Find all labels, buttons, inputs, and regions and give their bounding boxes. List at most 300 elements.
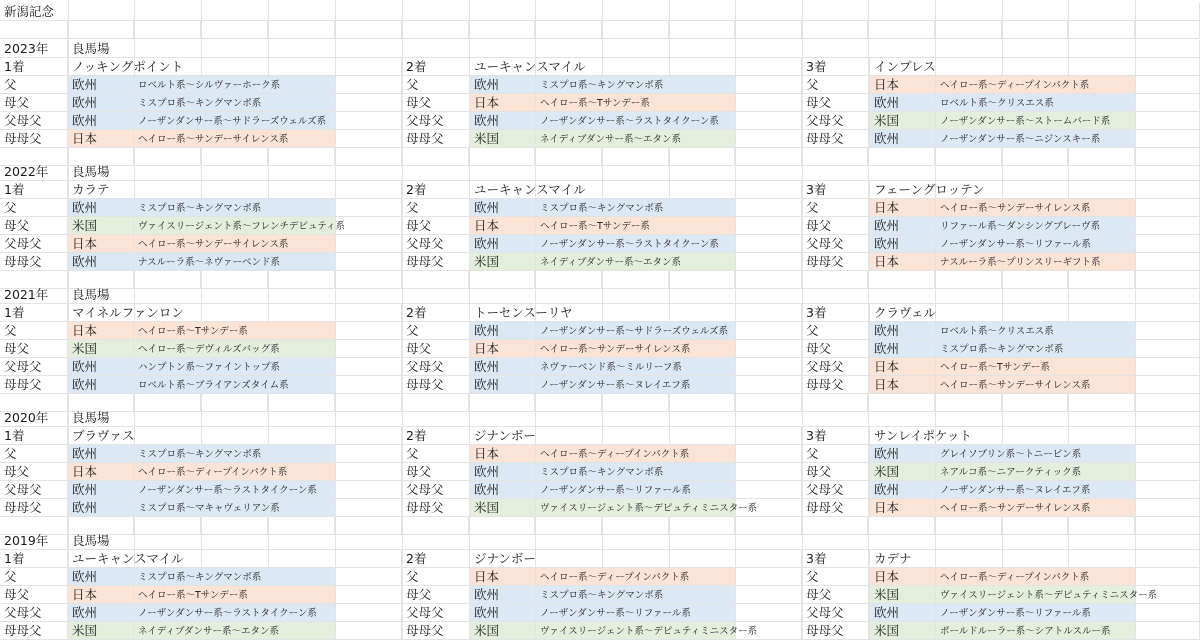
sire-line-cell[interactable] bbox=[936, 253, 1200, 271]
track-cell[interactable] bbox=[68, 409, 1200, 427]
horse-cell[interactable] bbox=[470, 58, 802, 76]
sire-line: ノーザンダンサー系～ストームバード系 bbox=[940, 116, 1111, 127]
sire-line: ノーザンダンサー系～ニジンスキー系 bbox=[940, 134, 1101, 145]
pedigree-role: 母父 bbox=[406, 464, 432, 479]
sheet-cell[interactable] bbox=[335, 21, 402, 39]
year-cell[interactable] bbox=[0, 409, 68, 427]
sire-line-cell[interactable] bbox=[936, 199, 1200, 217]
sire-line-cell[interactable] bbox=[134, 376, 402, 394]
track-condition: 良馬場 bbox=[72, 164, 110, 179]
rank-cell[interactable] bbox=[802, 58, 870, 76]
sheet-cell[interactable] bbox=[602, 21, 669, 39]
sire-region: 米国 bbox=[72, 218, 98, 233]
region-cell[interactable] bbox=[68, 586, 134, 604]
horse-cell[interactable] bbox=[870, 181, 1200, 199]
sire-line-cell[interactable] bbox=[536, 199, 802, 217]
sheet-cell[interactable] bbox=[0, 21, 68, 39]
pedigree-role-cell[interactable] bbox=[402, 94, 470, 112]
sire-line-cell[interactable] bbox=[936, 130, 1200, 148]
region-cell[interactable] bbox=[870, 94, 936, 112]
horse-cell[interactable] bbox=[68, 550, 402, 568]
sire-line-cell[interactable] bbox=[134, 445, 402, 463]
sire-line: ミスプロ系～キングマンボ系 bbox=[138, 572, 262, 583]
sire-line: ノーザンダンサー系～リファール系 bbox=[940, 608, 1091, 619]
pedigree-role-cell[interactable] bbox=[802, 586, 870, 604]
pedigree-role-cell[interactable] bbox=[402, 358, 470, 376]
pedigree-role-cell[interactable] bbox=[0, 235, 68, 253]
sire-line: ロベルト系～クリスエス系 bbox=[940, 326, 1054, 337]
sire-line-cell[interactable] bbox=[936, 586, 1200, 604]
pedigree-role-cell[interactable] bbox=[802, 376, 870, 394]
region-cell[interactable] bbox=[68, 322, 134, 340]
rank-cell[interactable] bbox=[802, 550, 870, 568]
pedigree-role-cell[interactable] bbox=[0, 445, 68, 463]
sire-line-cell[interactable] bbox=[536, 340, 802, 358]
sire-line: ノーザンダンサー系～ヌレイエフ系 bbox=[940, 485, 1091, 496]
pedigree-row bbox=[0, 235, 1200, 253]
pedigree-role-cell[interactable] bbox=[802, 235, 870, 253]
region-cell[interactable] bbox=[470, 568, 536, 586]
rank-cell[interactable] bbox=[402, 181, 470, 199]
year-cell[interactable] bbox=[0, 163, 68, 181]
pedigree-role-cell[interactable] bbox=[802, 622, 870, 640]
rank-cell[interactable] bbox=[402, 550, 470, 568]
pedigree-role-cell[interactable] bbox=[802, 199, 870, 217]
region-cell[interactable] bbox=[68, 463, 134, 481]
sire-line-cell[interactable] bbox=[936, 76, 1200, 94]
region-cell[interactable] bbox=[68, 358, 134, 376]
sire-line-cell[interactable] bbox=[936, 235, 1200, 253]
sire-line-cell[interactable] bbox=[134, 235, 402, 253]
region-cell[interactable] bbox=[68, 622, 134, 640]
sire-line-cell[interactable] bbox=[536, 445, 802, 463]
sire-line-cell[interactable] bbox=[936, 340, 1200, 358]
pedigree-role: 母母父 bbox=[806, 131, 844, 146]
region-cell[interactable] bbox=[470, 130, 536, 148]
region-cell[interactable] bbox=[870, 568, 936, 586]
finish-rank: 3着 bbox=[806, 551, 827, 566]
rank-cell[interactable] bbox=[802, 181, 870, 199]
finish-rank: 1着 bbox=[4, 59, 25, 74]
sire-line-cell[interactable] bbox=[936, 499, 1200, 517]
sire-line-cell[interactable] bbox=[536, 322, 802, 340]
sheet-cell[interactable] bbox=[935, 21, 1002, 39]
sire-region: 欧州 bbox=[874, 131, 900, 146]
sire-line-cell[interactable] bbox=[536, 622, 802, 640]
sire-region: 日本 bbox=[474, 341, 500, 356]
region-cell[interactable] bbox=[870, 199, 936, 217]
rank-cell[interactable] bbox=[802, 427, 870, 445]
pedigree-role-cell[interactable] bbox=[402, 376, 470, 394]
region-cell[interactable] bbox=[68, 340, 134, 358]
region-cell[interactable] bbox=[870, 217, 936, 235]
region-cell[interactable] bbox=[68, 568, 134, 586]
region-cell[interactable] bbox=[470, 445, 536, 463]
horse-cell[interactable] bbox=[470, 304, 802, 322]
horse-cell[interactable] bbox=[870, 304, 1200, 322]
region-cell[interactable] bbox=[870, 340, 936, 358]
region-cell[interactable] bbox=[470, 112, 536, 130]
sire-line: ヘイロー系～Tサンデー系 bbox=[138, 590, 248, 601]
pedigree-role-cell[interactable] bbox=[0, 76, 68, 94]
region-cell[interactable] bbox=[68, 499, 134, 517]
sheet-cell[interactable] bbox=[868, 21, 935, 39]
region-cell[interactable] bbox=[870, 481, 936, 499]
pedigree-role-cell[interactable] bbox=[402, 622, 470, 640]
sire-line-cell[interactable] bbox=[134, 217, 402, 235]
region-cell[interactable] bbox=[870, 322, 936, 340]
region-cell[interactable] bbox=[870, 499, 936, 517]
sire-line-cell[interactable] bbox=[536, 358, 802, 376]
sheet-cell[interactable] bbox=[1135, 21, 1200, 39]
sheet-cell[interactable] bbox=[535, 21, 602, 39]
pedigree-role-cell[interactable] bbox=[0, 253, 68, 271]
sire-line-cell[interactable] bbox=[936, 358, 1200, 376]
sire-line: ヘイロー系～ディープインパクト系 bbox=[138, 467, 288, 478]
horse-cell[interactable] bbox=[870, 58, 1200, 76]
sire-line-cell[interactable] bbox=[936, 481, 1200, 499]
pedigree-role-cell[interactable] bbox=[802, 445, 870, 463]
sire-line-cell[interactable] bbox=[134, 586, 402, 604]
region-cell[interactable] bbox=[470, 76, 536, 94]
sire-line: ミスプロ系～キングマンボ系 bbox=[540, 467, 664, 478]
year-cell[interactable] bbox=[0, 532, 68, 550]
region-cell[interactable] bbox=[470, 217, 536, 235]
sheet-cell[interactable] bbox=[402, 21, 469, 39]
sheet-cell[interactable] bbox=[268, 21, 335, 39]
sire-line-cell[interactable] bbox=[134, 463, 402, 481]
region-cell[interactable] bbox=[68, 130, 134, 148]
sire-line-cell[interactable] bbox=[936, 463, 1200, 481]
pedigree-role-cell[interactable] bbox=[802, 253, 870, 271]
sire-line: ヴァイスリージェント系～フレンチデピュティ系 bbox=[138, 221, 346, 232]
region-cell[interactable] bbox=[870, 358, 936, 376]
sire-line-cell[interactable] bbox=[536, 568, 802, 586]
region-cell[interactable] bbox=[870, 463, 936, 481]
pedigree-role-cell[interactable] bbox=[0, 463, 68, 481]
horse-cell[interactable] bbox=[870, 427, 1200, 445]
region-cell[interactable] bbox=[68, 481, 134, 499]
pedigree-role-cell[interactable] bbox=[802, 499, 870, 517]
pedigree-role: 父母父 bbox=[4, 482, 42, 497]
pedigree-role-cell[interactable] bbox=[802, 130, 870, 148]
sire-line-cell[interactable] bbox=[134, 76, 402, 94]
region-cell[interactable] bbox=[870, 235, 936, 253]
sire-line: ヘイロー系～Tサンデー系 bbox=[540, 221, 650, 232]
region-cell[interactable] bbox=[470, 499, 536, 517]
region-cell[interactable] bbox=[870, 130, 936, 148]
track-cell[interactable] bbox=[68, 163, 1200, 181]
pedigree-role: 父母父 bbox=[806, 482, 844, 497]
horse-cell[interactable] bbox=[68, 304, 402, 322]
pedigree-role: 父 bbox=[806, 323, 819, 338]
pedigree-role-cell[interactable] bbox=[402, 340, 470, 358]
pedigree-role-cell[interactable] bbox=[402, 217, 470, 235]
sire-region: 欧州 bbox=[874, 236, 900, 251]
region-cell[interactable] bbox=[470, 235, 536, 253]
track-cell[interactable] bbox=[68, 532, 1200, 550]
sheet-cell[interactable] bbox=[1068, 21, 1135, 39]
region-cell[interactable] bbox=[470, 604, 536, 622]
sheet-cell[interactable] bbox=[68, 21, 134, 39]
pedigree-role-cell[interactable] bbox=[802, 358, 870, 376]
pedigree-role: 母母父 bbox=[4, 131, 42, 146]
sire-line-cell[interactable] bbox=[134, 94, 402, 112]
sire-region: 日本 bbox=[874, 77, 900, 92]
sire-line-cell[interactable] bbox=[134, 358, 402, 376]
sire-line: ノーザンダンサー系～リファール系 bbox=[540, 485, 691, 496]
rank-cell[interactable] bbox=[402, 304, 470, 322]
pedigree-role-cell[interactable] bbox=[0, 94, 68, 112]
pedigree-role-cell[interactable] bbox=[802, 112, 870, 130]
sire-line-cell[interactable] bbox=[134, 568, 402, 586]
sire-line-cell[interactable] bbox=[936, 112, 1200, 130]
sire-region: 欧州 bbox=[72, 500, 98, 515]
pedigree-row bbox=[0, 217, 1200, 235]
pedigree-role-cell[interactable] bbox=[402, 499, 470, 517]
sheet-cell[interactable] bbox=[1002, 21, 1068, 39]
sire-line-cell[interactable] bbox=[134, 622, 402, 640]
pedigree-role-cell[interactable] bbox=[802, 463, 870, 481]
sire-line: ネイディブダンサー系～エタン系 bbox=[540, 257, 681, 268]
pedigree-role-cell[interactable] bbox=[402, 445, 470, 463]
race-year: 2019年 bbox=[4, 533, 49, 548]
region-cell[interactable] bbox=[68, 376, 134, 394]
sire-line-cell[interactable] bbox=[134, 481, 402, 499]
sire-line-cell[interactable] bbox=[936, 604, 1200, 622]
sire-line-cell[interactable] bbox=[936, 217, 1200, 235]
sheet-cell[interactable] bbox=[802, 21, 868, 39]
pedigree-role-cell[interactable] bbox=[802, 568, 870, 586]
sire-region: 欧州 bbox=[72, 95, 98, 110]
year-cell[interactable] bbox=[0, 286, 68, 304]
sire-line: ヴァイスリージェント系～デピュティミニスター系 bbox=[940, 590, 1158, 601]
pedigree-role: 父母父 bbox=[4, 359, 42, 374]
region-cell[interactable] bbox=[470, 322, 536, 340]
region-cell[interactable] bbox=[870, 622, 936, 640]
sire-line-cell[interactable] bbox=[536, 253, 802, 271]
sheet-cell[interactable] bbox=[735, 21, 802, 39]
pedigree-role-cell[interactable] bbox=[0, 112, 68, 130]
sire-line-cell[interactable] bbox=[536, 463, 802, 481]
rank-cell[interactable] bbox=[0, 58, 68, 76]
sire-line-cell[interactable] bbox=[936, 376, 1200, 394]
pedigree-role-cell[interactable] bbox=[402, 76, 470, 94]
region-cell[interactable] bbox=[470, 463, 536, 481]
pedigree-role-cell[interactable] bbox=[802, 481, 870, 499]
region-cell[interactable] bbox=[470, 622, 536, 640]
sire-line: ノーザンダンサー系～ラストタイクーン系 bbox=[138, 608, 317, 619]
pedigree-role-cell[interactable] bbox=[802, 322, 870, 340]
sheet-cell[interactable] bbox=[469, 21, 535, 39]
pedigree-role: 父母父 bbox=[406, 113, 444, 128]
sire-line-cell[interactable] bbox=[936, 322, 1200, 340]
horse-cell[interactable] bbox=[68, 58, 402, 76]
pedigree-role-cell[interactable] bbox=[0, 358, 68, 376]
sire-line: ノーザンダンサー系～ラストタイクーン系 bbox=[540, 239, 719, 250]
sire-line-cell[interactable] bbox=[134, 199, 402, 217]
sire-line-cell[interactable] bbox=[134, 112, 402, 130]
pedigree-role-cell[interactable] bbox=[0, 340, 68, 358]
pedigree-role-cell[interactable] bbox=[0, 199, 68, 217]
pedigree-row bbox=[0, 568, 1200, 586]
sire-line-cell[interactable] bbox=[134, 253, 402, 271]
sire-line-cell[interactable] bbox=[536, 217, 802, 235]
sire-line: ヘイロー系～Tサンデー系 bbox=[540, 98, 650, 109]
region-cell[interactable] bbox=[470, 358, 536, 376]
pedigree-role-cell[interactable] bbox=[0, 322, 68, 340]
sire-line-cell[interactable] bbox=[936, 94, 1200, 112]
sire-line-cell[interactable] bbox=[536, 76, 802, 94]
sire-line-cell[interactable] bbox=[936, 622, 1200, 640]
rank-cell[interactable] bbox=[402, 58, 470, 76]
region-cell[interactable] bbox=[470, 586, 536, 604]
pedigree-role-cell[interactable] bbox=[0, 568, 68, 586]
pedigree-role-cell[interactable] bbox=[802, 76, 870, 94]
sire-line-cell[interactable] bbox=[536, 94, 802, 112]
sire-line: ロベルト系～クリスエス系 bbox=[940, 98, 1054, 109]
region-cell[interactable] bbox=[68, 76, 134, 94]
race-year: 2023年 bbox=[4, 41, 49, 56]
sire-line-cell[interactable] bbox=[134, 340, 402, 358]
region-cell[interactable] bbox=[68, 445, 134, 463]
pedigree-role-cell[interactable] bbox=[402, 604, 470, 622]
rank-cell[interactable] bbox=[0, 550, 68, 568]
sire-region: 日本 bbox=[72, 587, 98, 602]
region-cell[interactable] bbox=[470, 94, 536, 112]
pedigree-role-cell[interactable] bbox=[402, 235, 470, 253]
rank-cell[interactable] bbox=[402, 427, 470, 445]
pedigree-role: 母父 bbox=[806, 587, 832, 602]
region-cell[interactable] bbox=[870, 586, 936, 604]
pedigree-role-cell[interactable] bbox=[802, 340, 870, 358]
rank-cell[interactable] bbox=[0, 181, 68, 199]
region-cell[interactable] bbox=[68, 217, 134, 235]
sire-line: ミスプロ系～キングマンボ系 bbox=[540, 203, 664, 214]
sire-line-cell[interactable] bbox=[134, 130, 402, 148]
pedigree-role-cell[interactable] bbox=[402, 130, 470, 148]
pedigree-role-cell[interactable] bbox=[402, 568, 470, 586]
pedigree-role-cell[interactable] bbox=[0, 130, 68, 148]
pedigree-role-cell[interactable] bbox=[402, 112, 470, 130]
finish-rank: 3着 bbox=[806, 305, 827, 320]
pedigree-role: 母父 bbox=[406, 587, 432, 602]
pedigree-role-cell[interactable] bbox=[402, 199, 470, 217]
sire-line: ヘイロー系～ディープインパクト系 bbox=[940, 80, 1090, 91]
region-cell[interactable] bbox=[870, 604, 936, 622]
pedigree-role-cell[interactable] bbox=[0, 586, 68, 604]
pedigree-role-cell[interactable] bbox=[402, 481, 470, 499]
region-cell[interactable] bbox=[470, 340, 536, 358]
sire-line-cell[interactable] bbox=[536, 376, 802, 394]
pedigree-role: 父母父 bbox=[406, 482, 444, 497]
pedigree-role-cell[interactable] bbox=[802, 94, 870, 112]
sire-line-cell[interactable] bbox=[936, 568, 1200, 586]
region-cell[interactable] bbox=[470, 376, 536, 394]
sire-line-cell[interactable] bbox=[536, 235, 802, 253]
pedigree-role-cell[interactable] bbox=[0, 376, 68, 394]
pedigree-role-cell[interactable] bbox=[402, 253, 470, 271]
region-cell[interactable] bbox=[68, 94, 134, 112]
region-cell[interactable] bbox=[470, 481, 536, 499]
sire-line: ロベルト系～シルヴァーホーク系 bbox=[138, 80, 281, 91]
pedigree-role-cell[interactable] bbox=[0, 622, 68, 640]
pedigree-role-cell[interactable] bbox=[402, 463, 470, 481]
horse-cell[interactable] bbox=[870, 550, 1200, 568]
region-cell[interactable] bbox=[470, 253, 536, 271]
horse-cell[interactable] bbox=[470, 427, 802, 445]
region-cell[interactable] bbox=[470, 199, 536, 217]
sire-line-cell[interactable] bbox=[536, 604, 802, 622]
sire-line-cell[interactable] bbox=[936, 445, 1200, 463]
sire-line-cell[interactable] bbox=[536, 481, 802, 499]
horse-name: ジナンボー bbox=[474, 428, 536, 443]
track-condition: 良馬場 bbox=[72, 41, 110, 56]
region-cell[interactable] bbox=[870, 376, 936, 394]
sire-region: 欧州 bbox=[474, 323, 500, 338]
horse-cell[interactable] bbox=[68, 181, 402, 199]
pedigree-role-cell[interactable] bbox=[0, 217, 68, 235]
region-cell[interactable] bbox=[68, 253, 134, 271]
sire-line-cell[interactable] bbox=[536, 130, 802, 148]
sheet-cell[interactable] bbox=[669, 21, 735, 39]
horse-cell[interactable] bbox=[68, 427, 402, 445]
track-cell[interactable] bbox=[68, 40, 1200, 58]
sire-line-cell[interactable] bbox=[536, 586, 802, 604]
horse-name: カデナ bbox=[874, 551, 912, 566]
horse-cell[interactable] bbox=[470, 550, 802, 568]
rank-cell[interactable] bbox=[802, 304, 870, 322]
region-cell[interactable] bbox=[68, 199, 134, 217]
pedigree-role-cell[interactable] bbox=[402, 586, 470, 604]
sire-line-cell[interactable] bbox=[134, 322, 402, 340]
region-cell[interactable] bbox=[68, 604, 134, 622]
sire-line-cell[interactable] bbox=[536, 112, 802, 130]
sire-line: ヘイロー系～デヴィルズバッグ系 bbox=[138, 344, 280, 355]
pedigree-row bbox=[0, 340, 1200, 358]
pedigree-role: 母母父 bbox=[806, 254, 844, 269]
pedigree-role-cell[interactable] bbox=[802, 604, 870, 622]
horse-cell[interactable] bbox=[470, 181, 802, 199]
pedigree-role: 父 bbox=[406, 446, 419, 461]
sire-line-cell[interactable] bbox=[134, 604, 402, 622]
pedigree-role-cell[interactable] bbox=[802, 217, 870, 235]
pedigree-role-cell[interactable] bbox=[402, 322, 470, 340]
sire-region: 欧州 bbox=[874, 218, 900, 233]
region-cell[interactable] bbox=[870, 253, 936, 271]
sire-line: ノーザンダンサー系～サドラーズウェルズ系 bbox=[138, 116, 327, 127]
sheet-title-cell[interactable] bbox=[0, 3, 1200, 21]
empty-row bbox=[0, 21, 1200, 39]
track-condition: 良馬場 bbox=[72, 533, 110, 548]
sire-line-cell[interactable] bbox=[536, 499, 802, 517]
sheet-cell[interactable] bbox=[134, 21, 201, 39]
year-cell[interactable] bbox=[0, 40, 68, 58]
region-cell[interactable] bbox=[870, 76, 936, 94]
rank-cell[interactable] bbox=[0, 304, 68, 322]
pedigree-role-cell[interactable] bbox=[0, 499, 68, 517]
pedigree-role-cell[interactable] bbox=[0, 604, 68, 622]
region-cell[interactable] bbox=[68, 112, 134, 130]
region-cell[interactable] bbox=[68, 235, 134, 253]
pedigree-role-cell[interactable] bbox=[0, 481, 68, 499]
track-cell[interactable] bbox=[68, 286, 1200, 304]
region-cell[interactable] bbox=[870, 112, 936, 130]
rank-cell[interactable] bbox=[0, 427, 68, 445]
region-cell[interactable] bbox=[870, 445, 936, 463]
sheet-cell[interactable] bbox=[201, 21, 268, 39]
sire-line-cell[interactable] bbox=[134, 499, 402, 517]
